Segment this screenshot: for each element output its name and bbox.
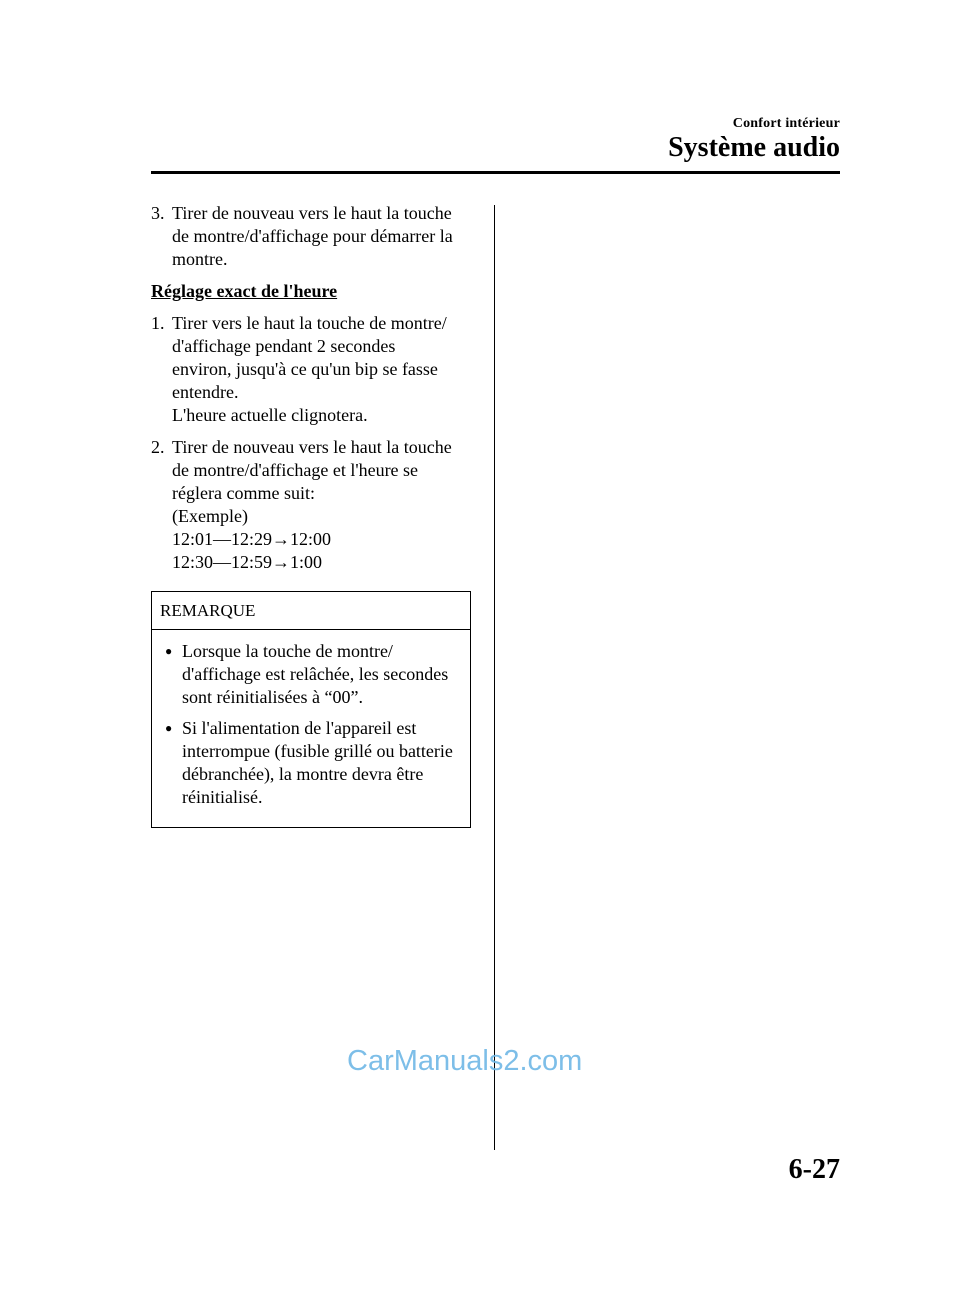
note-title: REMARQUE	[152, 592, 470, 630]
step-2	[151, 436, 473, 574]
step-1	[151, 312, 473, 427]
column-divider	[494, 205, 495, 1150]
note-line: débranchée), la montre devra être	[182, 764, 424, 784]
step-text	[172, 436, 473, 574]
step-line: (Exemple)	[172, 506, 248, 526]
step-line: Tirer de nouveau vers le haut la touche	[172, 203, 452, 223]
note-line: interrompue (fusible grillé ou batterie	[182, 741, 453, 761]
step-line: Tirer vers le haut la touche de montre/	[172, 313, 447, 333]
note-line: d'affichage est relâchée, les secondes	[182, 664, 449, 684]
note-box	[151, 591, 471, 828]
step-number: 2.	[151, 437, 165, 457]
step-line: de montre/d'affichage et l'heure se	[172, 460, 419, 480]
step-line: L'heure actuelle clignotera.	[172, 405, 368, 425]
watermark[interactable]: CarManuals2.com	[347, 1045, 583, 1077]
step-3	[151, 202, 473, 271]
note-body	[152, 630, 470, 827]
left-column	[151, 202, 473, 828]
step-line: entendre.	[172, 382, 239, 402]
step-number: 1.	[151, 313, 165, 333]
step-line: 12:01―12:29→12:00	[172, 529, 332, 549]
page-title: Système audio	[668, 132, 840, 163]
note-item	[162, 717, 464, 809]
step-line: d'affichage pendant 2 secondes	[172, 336, 396, 356]
bullet-icon: ●	[165, 644, 173, 658]
note-line: Si l'alimentation de l'appareil est	[182, 718, 417, 738]
step-text	[172, 202, 473, 271]
section-label: Confort intérieur	[732, 116, 840, 131]
section-heading: Réglage exact de l'heure	[151, 281, 338, 301]
step-line: environ, jusqu'à ce qu'un bip se fasse	[172, 359, 438, 379]
note-line: réinitialisé.	[182, 787, 263, 807]
step-line: réglera comme suit:	[172, 483, 315, 503]
note-line: Lorsque la touche de montre/	[182, 641, 393, 661]
step-line: 12:30―12:59→1:00	[172, 552, 323, 572]
note-item	[162, 640, 464, 709]
step-line: de montre/d'affichage pour démarrer la	[172, 226, 453, 246]
header-rule	[151, 171, 840, 174]
step-text	[172, 312, 473, 427]
step-number: 3.	[151, 203, 165, 223]
page-number: 6-27	[788, 1154, 840, 1185]
bullet-icon: ●	[165, 721, 173, 735]
note-line: sont réinitialisées à “00”.	[182, 687, 363, 707]
step-line: montre.	[172, 249, 228, 269]
step-line: Tirer de nouveau vers le haut la touche	[172, 437, 452, 457]
